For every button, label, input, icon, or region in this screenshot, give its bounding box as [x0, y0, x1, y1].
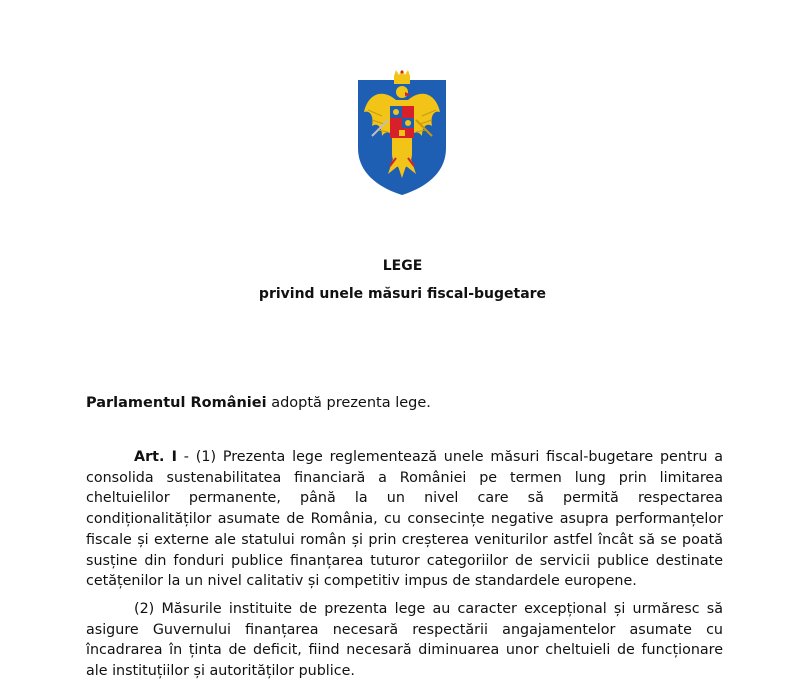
- text-line: ale instituțiilor și autorităților publice.: [86, 663, 355, 680]
- document-title: LEGE: [382, 258, 423, 274]
- text-line: încadrarea în ținta de deficit, fiind necesară diminuarea unor cheltuieli de funcționare: [86, 642, 723, 659]
- article-1-paragraph-1: [86, 447, 723, 592]
- parliament-name: Parlamentul României: [86, 395, 267, 411]
- text-line: asigure Guvernului finanțarea necesară respectării angajamentelor asumate cu: [86, 621, 723, 638]
- article-1-paragraph-2: [86, 599, 723, 682]
- text-line: fiscale și externe ale statului român și prin creșterea veniturilor astfel încât să se poată: [86, 531, 723, 548]
- text-line: consolida sustenabilitatea financiară a României pe termen lung prin limitarea: [86, 469, 723, 486]
- text-line: Art. I - (1) Prezenta lege reglementează unele măsuri fiscal-bugetare pentru a: [134, 449, 724, 465]
- romania-coat-of-arms-icon: [352, 70, 452, 196]
- adoption-formula: [86, 395, 431, 411]
- adoption-text: adoptă prezenta lege.: [266, 395, 431, 411]
- document-subtitle: privind unele măsuri fiscal-bugetare: [258, 286, 547, 302]
- text-line: cetățenilor la un nivel calitativ și competitiv impus de standardele europene.: [86, 573, 637, 590]
- text-line: susține din fonduri publice finanțarea tuturor categoriilor de servicii publice destinate: [86, 552, 723, 569]
- text-line: condiționalităților asumate de România, cu consecințe negative asupra performanțelor: [86, 511, 723, 528]
- article-label: Art. I: [134, 449, 177, 465]
- text-line: cheltuielilor permanente, până la un nivel care să permită respectarea: [86, 490, 723, 507]
- text-line: (2) Măsurile instituite de prezenta lege au caracter excepțional și urmăresc să: [134, 601, 723, 617]
